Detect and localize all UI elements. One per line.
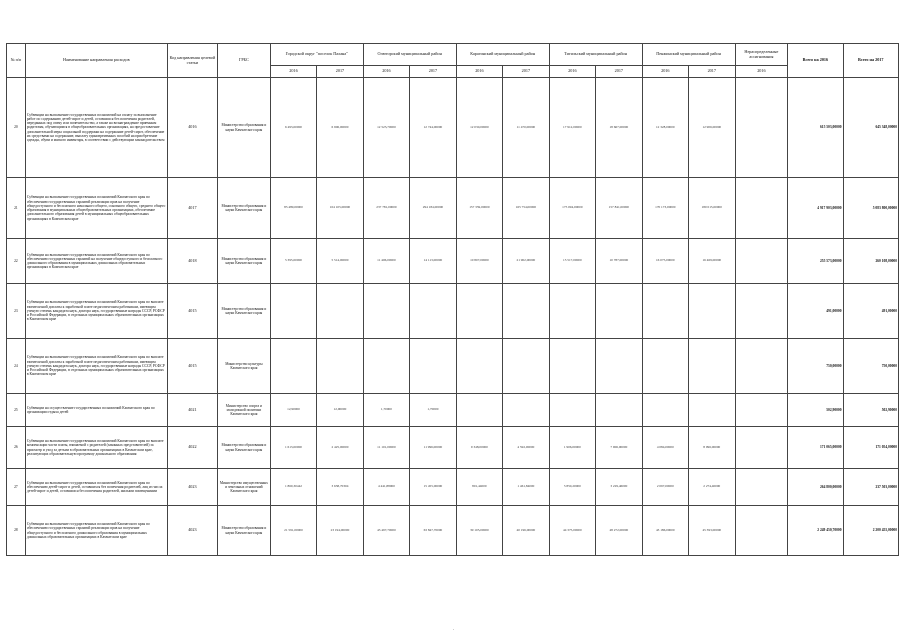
row-value: 12 744,00000 xyxy=(410,78,456,178)
district-header: Тигильский муниципальный район xyxy=(549,44,642,66)
row-value: 18 667,00000 xyxy=(596,78,642,178)
row-value: 10 787,00000 xyxy=(596,239,642,284)
row-value: 3 638,70304 xyxy=(317,469,363,506)
row-value: 44 375,00000 xyxy=(549,506,595,556)
row-num: 25 xyxy=(7,394,26,427)
row-value: 9 348,00000 xyxy=(456,427,502,469)
row-name: Субвенции на выполнение государственных полномочий Камчатского края по обеспечению государственных гарантий реализации прав на получение общедоступного и бесплатного дошкольного образования в муниципальных дошкольных образовательных организациях в Камчатском крае xyxy=(25,506,167,556)
year-header: 2016 xyxy=(735,66,788,78)
row-value xyxy=(549,339,595,394)
row-value: 3 229,46000 xyxy=(596,469,642,506)
row-total-2017: 2 200 455,00000 xyxy=(843,506,898,556)
table-row xyxy=(7,78,899,178)
budget-table xyxy=(6,43,899,556)
row-value xyxy=(689,339,735,394)
year-header: 2016 xyxy=(363,66,409,78)
row-value: 12 523,70000 xyxy=(363,78,409,178)
row-total-2017: 171 054,00000 xyxy=(843,427,898,469)
row-name: Субвенции на выполнение государственных полномочий Камчатского края по выплате компенсации части платы, взимаемой с родителей (законных представителей) за присмотр и уход за детьми в образовательных организациях в Камчатском крае, реализующих образовательную программу дошкольного образования xyxy=(25,427,167,469)
row-value xyxy=(270,339,316,394)
row-value xyxy=(735,427,788,469)
row-value xyxy=(549,394,595,427)
row-code: 4015 xyxy=(167,339,217,394)
row-value xyxy=(735,178,788,239)
row-value: 23 194,00000 xyxy=(317,506,363,556)
row-total-2016: 491,00000 xyxy=(788,284,843,339)
row-grbs: Министерство образования и науки Камчатского края xyxy=(218,284,271,339)
row-value xyxy=(363,339,409,394)
page-mark: . xyxy=(453,627,455,632)
row-grbs: Министерство образования и науки Камчатского края xyxy=(218,506,271,556)
row-total-2017: 750,00000 xyxy=(843,339,898,394)
row-total-2016: 264 800,00000 xyxy=(788,469,843,506)
row-name: Субвенции на выполнение государственных полномочий Камчатского края по обеспечению детей-сирот и детей, оставшихся без попечения родителей, лиц из числа детей-сирот и детей, оставшихся без попечения родителей, жилыми помещениями xyxy=(25,469,167,506)
row-value: 12,90000 xyxy=(317,394,363,427)
table-row xyxy=(7,178,899,239)
row-value: 85 489,00000 xyxy=(270,178,316,239)
row-num: 26 xyxy=(7,427,26,469)
row-grbs: Министерство культуры Камчатского края xyxy=(218,339,271,394)
table-row xyxy=(7,506,899,556)
row-value xyxy=(596,284,642,339)
table-row xyxy=(7,239,899,284)
row-value: 63 847,70000 xyxy=(410,506,456,556)
row-code: 4016 xyxy=(167,78,217,178)
row-total-2016: 615 503,00000 xyxy=(788,78,843,178)
year-header: 2016 xyxy=(456,66,502,78)
row-value: 4 084,00000 xyxy=(642,427,688,469)
row-value xyxy=(735,394,788,427)
row-value xyxy=(456,394,502,427)
row-code: 4017 xyxy=(167,178,217,239)
row-value xyxy=(503,284,549,339)
row-grbs: Министерство образования и науки Камчатского края xyxy=(218,78,271,178)
row-value xyxy=(689,284,735,339)
row-num: 24 xyxy=(7,339,26,394)
row-num: 27 xyxy=(7,469,26,506)
row-code: 4023 xyxy=(167,506,217,556)
row-value: 237 781,00000 xyxy=(363,178,409,239)
row-value: 180 015,00000 xyxy=(689,178,735,239)
row-value: 6 906,00000 xyxy=(317,78,363,178)
row-name: Субвенции на выполнение государственных полномочий Камчатского края по выплате ежемесячной доплаты к заработной плате педагогическим работникам, имеющим ученую степень кандидата наук, доктора наук, государственные награды СССР, РСФСР и Российской Федерации, в отдельных муниципальных образовательных организациях в Камчатском крае xyxy=(25,284,167,339)
row-name: Субвенции на выполнение государственных полномочий Камчатского края по обеспечению государственных гарантий реализации прав на получение общедоступного и бесплатного начального общего, основного общего, среднего общего образования в муниципальных общеобразовательных организациях, обеспечение дополнительного образования детей в муниципальных общеобразовательных организациях в Камчатском крае xyxy=(25,178,167,239)
row-value xyxy=(642,394,688,427)
row-value xyxy=(735,239,788,284)
total-2016-header: Всего на 2016 xyxy=(788,44,843,78)
row-value: 4 592,00000 xyxy=(503,427,549,469)
row-value xyxy=(642,284,688,339)
district-header: Олюторский муниципальный район xyxy=(363,44,456,66)
row-value: 12 906,00000 xyxy=(689,78,735,178)
row-value: 2 274,40000 xyxy=(689,469,735,506)
row-value: 21 591,00000 xyxy=(270,506,316,556)
year-header: 2017 xyxy=(503,66,549,78)
total-2017-header: Всего на 2017 xyxy=(843,44,898,78)
col-code-header: Код направления целевой статьи xyxy=(167,44,217,78)
table-row xyxy=(7,339,899,394)
row-value: 48 272,00000 xyxy=(596,506,642,556)
row-total-2017: 237 503,00000 xyxy=(843,469,898,506)
table-row xyxy=(7,394,899,427)
row-value xyxy=(735,284,788,339)
row-grbs: Министерство образования и науки Камчатского края xyxy=(218,239,271,284)
table-row xyxy=(7,284,899,339)
row-value xyxy=(596,394,642,427)
row-value xyxy=(456,339,502,394)
row-value: 12,90000 xyxy=(270,394,316,427)
row-value: 12 030,00000 xyxy=(456,78,502,178)
row-total-2017: 502,90000 xyxy=(843,394,898,427)
row-grbs: Министерство образования и науки Камчатского края xyxy=(218,178,271,239)
row-name: Субвенции на выполнение государственных полномочий Камчатского края по выплате ежемесячной доплаты к заработной плате педагогическим работникам, имеющим ученую степень кандидата наук, доктора наук, государственные награды СССР, РСФСР и Российской Федерации, в отдельных муниципальных образовательных организациях в Камчатском крае xyxy=(25,339,167,394)
row-num: 23 xyxy=(7,284,26,339)
row-value: 294 184,00000 xyxy=(410,178,456,239)
row-value: 2 425,00000 xyxy=(317,427,363,469)
row-value xyxy=(410,284,456,339)
row-value xyxy=(735,469,788,506)
row-total-2017: 5 083 800,00000 xyxy=(843,178,898,239)
district-header: Пенжинский муниципальный район xyxy=(642,44,735,66)
row-num: 22 xyxy=(7,239,26,284)
year-header: 2017 xyxy=(410,66,456,78)
row-value: 1 613,00000 xyxy=(270,427,316,469)
row-value: 15 455,00000 xyxy=(410,469,456,506)
row-value: 43 186,00000 xyxy=(642,506,688,556)
district-header: Городской округ "поселок Палана" xyxy=(270,44,363,66)
row-value: 11 406,00000 xyxy=(363,239,409,284)
row-value: 157 841,00000 xyxy=(596,178,642,239)
row-value: 40 196,00000 xyxy=(503,506,549,556)
row-value xyxy=(410,339,456,394)
row-value: 17 912,00000 xyxy=(549,78,595,178)
row-code: 4015 xyxy=(167,284,217,339)
row-value: 11 101,00000 xyxy=(363,427,409,469)
row-num: 21 xyxy=(7,178,26,239)
row-value: 1 860,30442 xyxy=(270,469,316,506)
row-value xyxy=(596,339,642,394)
row-value xyxy=(363,284,409,339)
row-value: 5 395,00000 xyxy=(270,239,316,284)
row-value: 8 096,00000 xyxy=(689,427,735,469)
row-code: 4021 xyxy=(167,394,217,427)
row-total-2017: 260 108,00000 xyxy=(843,239,898,284)
row-value: 1,70000 xyxy=(410,394,456,427)
row-name: Субвенции на выполнение государственных полномочий на оплату за выполнение работ по содержанию детей-сирот и детей, оставшихся без попечения родителей, переданных под опеку или попечительство, а также на вознаграждение приемным родителям, обучающимся в общеобразовательных организациях, на предоставление дополнительной меры социальной поддержки на содержание детей-сирот, обеспечение их средствами на содержание, выплату единовременных пособий на приобретение одежды, обуви и мягкого инвентаря, в соответствии с действующим законодательством xyxy=(25,78,167,178)
row-num: 20 xyxy=(7,78,26,178)
row-total-2016: 4 917 903,00000 xyxy=(788,178,843,239)
row-grbs: Министерство имущественных и земельных отношений Камчатского края xyxy=(218,469,271,506)
row-value: 7 906,00000 xyxy=(596,427,642,469)
row-value: 801,44000 xyxy=(456,469,502,506)
row-total-2017: 491,00000 xyxy=(843,284,898,339)
row-value: 170 173,00000 xyxy=(642,178,688,239)
district-header: Карагинский муниципальный район xyxy=(456,44,549,66)
row-value xyxy=(456,284,502,339)
year-header: 2016 xyxy=(270,66,316,78)
row-value: 21 902,00000 xyxy=(503,239,549,284)
row-value: 6 493,00000 xyxy=(270,78,316,178)
row-value: 10 807,00000 xyxy=(456,239,502,284)
row-value: 1,70000 xyxy=(363,394,409,427)
row-value xyxy=(317,339,363,394)
year-header: 2017 xyxy=(596,66,642,78)
col-grbs-header: ГРБС xyxy=(218,44,271,78)
year-header: 2017 xyxy=(689,66,735,78)
row-value: 1 461,84000 xyxy=(503,469,549,506)
row-value xyxy=(503,339,549,394)
row-total-2016: 2 249 450,70000 xyxy=(788,506,843,556)
row-value: 15 517,00000 xyxy=(549,239,595,284)
unallocated-header: Нераспределенные ассигнования xyxy=(735,44,788,66)
row-code: 4018 xyxy=(167,239,217,284)
row-value: 157 359,00000 xyxy=(456,178,502,239)
row-value: 165 754,00000 xyxy=(503,178,549,239)
row-total-2016: 502,90000 xyxy=(788,394,843,427)
year-header: 2016 xyxy=(642,66,688,78)
row-total-2016: 171 065,00000 xyxy=(788,427,843,469)
row-value: 16 075,00000 xyxy=(642,239,688,284)
row-total-2016: 750,00000 xyxy=(788,339,843,394)
row-value: 14 113,00000 xyxy=(410,239,456,284)
row-value: 43 497,70000 xyxy=(363,506,409,556)
row-value xyxy=(503,394,549,427)
row-value: 11 996,00000 xyxy=(410,427,456,469)
table-row xyxy=(7,469,899,506)
row-value: 12 328,00000 xyxy=(642,78,688,178)
col-num-header: № п/п xyxy=(7,44,26,78)
row-value: 5 514,00000 xyxy=(317,239,363,284)
row-value xyxy=(270,284,316,339)
row-value: 2 097,00000 xyxy=(642,469,688,506)
row-value xyxy=(642,339,688,394)
year-header: 2017 xyxy=(317,66,363,78)
row-value xyxy=(317,284,363,339)
row-total-2017: 645 348,00000 xyxy=(843,78,898,178)
col-name-header: Наименование направления расходов xyxy=(25,44,167,78)
row-value: 45 393,00000 xyxy=(689,506,735,556)
row-value xyxy=(549,284,595,339)
row-grbs: Министерство спорта и молодежной политики Камчатского края xyxy=(218,394,271,427)
row-code: 4023 xyxy=(167,469,217,506)
row-value: 16 469,00000 xyxy=(689,239,735,284)
row-value: 39 105,00000 xyxy=(456,506,502,556)
row-value: 104 105,00000 xyxy=(317,178,363,239)
row-value: 1 906,00000 xyxy=(549,427,595,469)
row-num: 28 xyxy=(7,506,26,556)
row-value xyxy=(689,394,735,427)
table-row xyxy=(7,427,899,469)
row-code: 4022 xyxy=(167,427,217,469)
row-value: 5 850,20000 xyxy=(549,469,595,506)
row-name: Субвенции на осуществление государственных полномочий Камчатского края по организации отдыха детей xyxy=(25,394,167,427)
row-value: 175 094,00000 xyxy=(549,178,595,239)
year-header: 2016 xyxy=(549,66,595,78)
row-grbs: Министерство образования и науки Камчатского края xyxy=(218,427,271,469)
row-name: Субвенции на выполнение государственных полномочий Камчатского края по обеспечению государственных гарантий на получение общедоступного и бесплатного дошкольного образования в муниципальных дошкольных образовательных организациях в Камчатском крае xyxy=(25,239,167,284)
row-value: 11 470,00000 xyxy=(503,78,549,178)
row-value xyxy=(735,78,788,178)
row-value: 4 441,88000 xyxy=(363,469,409,506)
row-value xyxy=(735,339,788,394)
row-total-2016: 255 573,00000 xyxy=(788,239,843,284)
row-value xyxy=(735,506,788,556)
